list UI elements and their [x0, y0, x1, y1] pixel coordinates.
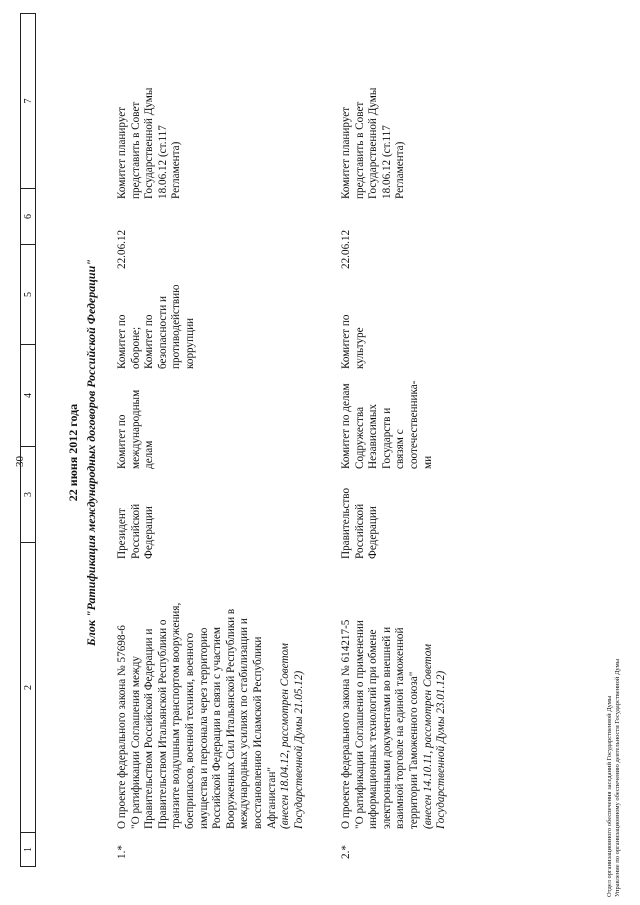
description-line: Вооруженных Сил Итальянской Республики в: [224, 608, 237, 829]
entry-co-committees: [340, 281, 367, 369]
description-line: информационных технологий при обмене: [367, 629, 380, 829]
page-number: 30: [14, 456, 26, 467]
entry-description: [116, 569, 306, 829]
description-line: восстановлению Исламской Республики: [251, 636, 264, 829]
entry-number: 2.*: [340, 845, 352, 859]
column-number-5: 5: [21, 245, 36, 345]
block-title: Блок "Ратификация международных договоров Российской Федерации": [84, 259, 98, 646]
co-committee: Комитет по обороне;: [116, 314, 142, 369]
description-line: "О ратификации Соглашения между: [129, 656, 142, 829]
entry-initiator: Правительство Российской Федерации: [340, 487, 380, 559]
co-committee: Комитет по культуре: [340, 314, 366, 369]
entry-date: 22.06.12: [116, 229, 128, 269]
co-committee: Комитет по безопасности и противодействию коррупции: [143, 284, 196, 369]
description-line: Российской Федерации в связи с участием: [211, 627, 224, 829]
entry-responsible-committee: Комитет по международным делам: [116, 389, 156, 469]
description-line: боеприпасов, военной техники, военного: [183, 632, 196, 829]
submission-note-line: (внесен 18.04.12, рассмотрен Советом: [279, 643, 292, 829]
submission-note-line: Государственной Думы 21.05.12): [292, 670, 305, 829]
column-number-2: 2: [21, 543, 36, 833]
date-heading: 22 июня 2012 года: [66, 403, 80, 502]
description-line: электронными документами во внешней и: [380, 626, 393, 829]
entry-note: Комитет планирует представить в Совет Государственной Думы 18.06.12 (ст.117 Регламента): [116, 87, 183, 199]
entry-co-committees: [116, 281, 198, 369]
column-header-row: [20, 13, 36, 867]
submission-note-line: (внесен 14.10.11, рассмотрен Советом: [421, 643, 434, 829]
column-number-6: 6: [21, 189, 36, 245]
description-line: Правительством Итальянской Республики о: [156, 619, 169, 829]
column-number-3: 3: [21, 447, 36, 543]
entry-description: [340, 569, 449, 829]
description-line: О проекте федерального закона № 57698-6: [116, 625, 128, 829]
footer: [606, 659, 622, 897]
description-line: Правительством Российской Федерации и: [143, 628, 156, 829]
description-line: Афганистан": [265, 767, 278, 829]
footer-line: Управление по организационному обеспечению деятельности Государственной Думы: [614, 658, 621, 897]
column-number-4: 4: [21, 345, 36, 447]
column-number-7: 7: [21, 14, 36, 189]
description-line: взаимной торговле на единой таможенной: [394, 627, 407, 829]
entry-number: 1.*: [116, 845, 128, 859]
description-line: "О ратификации Соглашения о применении: [353, 620, 366, 829]
entry-responsible-committee: Комитет по делам Содружества Независимых Государств и связям с соотечественника-ми: [340, 380, 434, 469]
entry-initiator: Президент Российской Федерации: [116, 503, 156, 559]
description-line: территории Таможенного союза": [407, 671, 420, 829]
description-line: имущества и персонала через территорию: [197, 627, 210, 829]
description-line: транзите воздушным транспортом вооружения,: [170, 602, 183, 829]
footer-line: Отдел организационного обеспечения заседаний Государственной Думы: [606, 695, 613, 897]
entry-note: Комитет планирует представить в Совет Государственной Думы 18.06.12 (ст.117 Регламента): [340, 87, 407, 199]
column-number-1: 1: [21, 833, 36, 867]
entry-date: 22.06.12: [340, 229, 352, 269]
description-line: О проекте федерального закона № 614217-5: [340, 619, 352, 829]
description-line: международных усилиях по стабилизации и: [238, 618, 251, 829]
submission-note-line: Государственной Думы 23.01.12): [435, 670, 448, 829]
